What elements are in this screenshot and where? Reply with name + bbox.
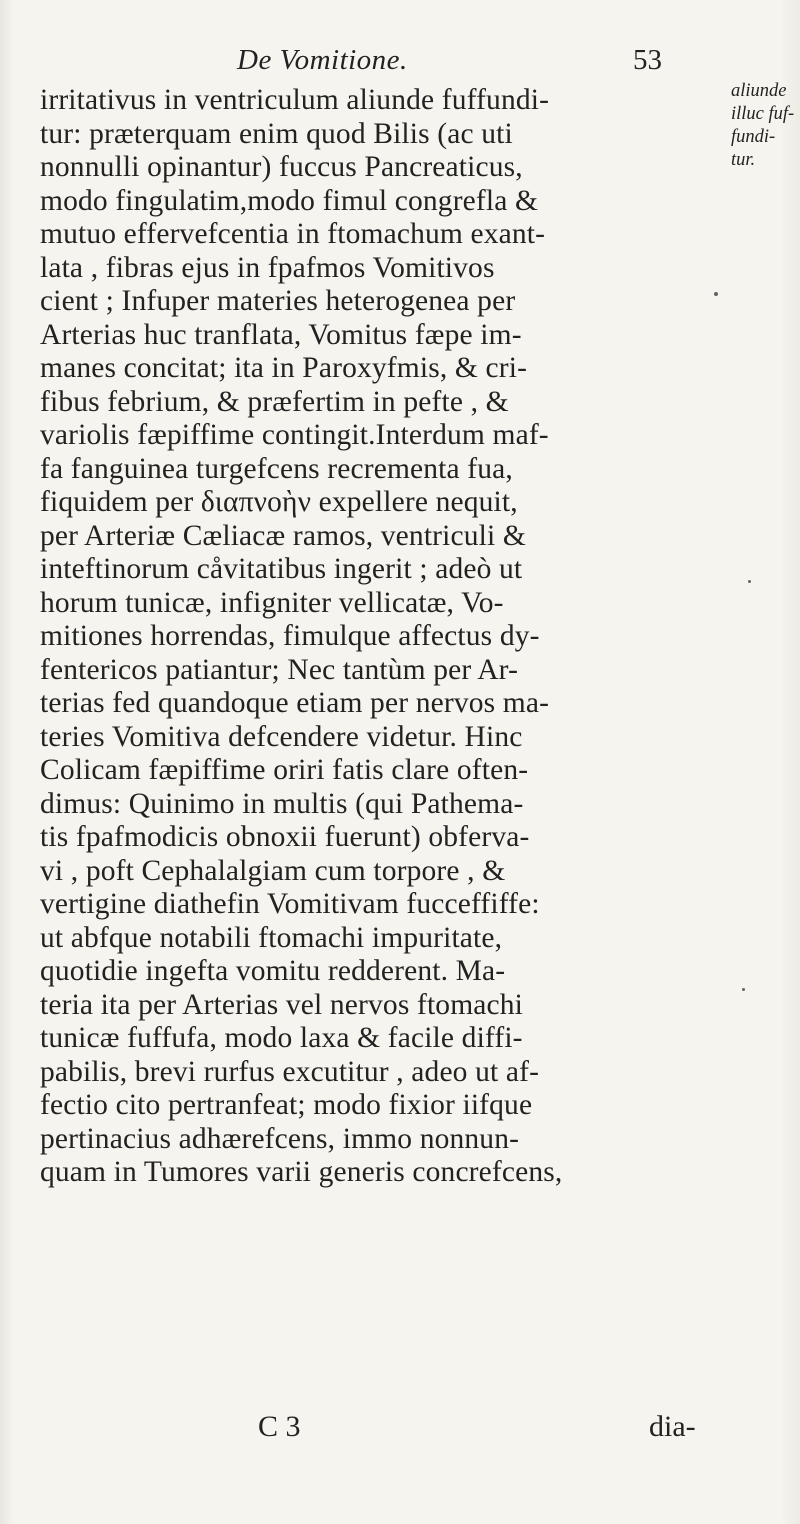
ink-speck [714,292,718,296]
page-number: 53 [633,44,662,76]
marginal-note-line: tur. [731,150,756,170]
text-line: fibus febrium, & præfertim in pefte , & [40,385,509,418]
marginal-note-line: illuc fuf- [731,104,795,124]
text-line: fectio cito pertranfeat; modo fixior iifque [40,1089,533,1121]
text-line: fentericos patiantur; Nec tantùm per Ar- [40,653,519,686]
text-line: fa fanguinea turgefcens recrementa fua, [40,452,513,485]
text-line: inteftinorum cåvitatibus ingerit ; adeò ut [40,553,523,585]
text-line: manes concitat; ita in Paroxyfmis, & cri- [40,352,528,384]
text-line: quotidie ingefta vomitu redderent. Ma- [40,955,506,987]
text-line: cient ; Infuper materies heterogenea per [40,285,516,317]
text-line: nonnulli opinantur) fuccus Pancreaticus, [40,151,523,183]
running-title: De Vomitione. [237,44,408,76]
text-line: ut abfque notabili ftomachi impuritate, [40,921,503,954]
signature-mark: C 3 [258,1410,301,1443]
text-line: Colicam fæpiffime oriri fatis clare often- [40,754,529,786]
text-line: tur: præterquam enim quod Bilis (ac uti [40,117,513,150]
text-line: modo fingulatim,modo fimul congrefla & [40,184,539,217]
text-line: mitiones horrendas, fimulque affectus dy- [40,620,540,652]
text-line: pertinacius adhærefcens, immo nonnun- [40,1122,520,1155]
text-line: tunicæ fuffufa, modo laxa & facile diffi- [40,1022,523,1054]
text-line: teria ita per Arterias vel nervos ftomachi [40,988,524,1021]
text-line: quam in Tumores varii generis concrefcens, [40,1156,563,1188]
catchword: dia- [649,1410,696,1443]
text-line: terias fed quandoque etiam per nervos ma- [40,687,550,719]
page-footer [0,1410,800,1450]
page-header [0,42,800,86]
text-line: vi , poft Cephalalgiam cum torpore , & [40,854,506,887]
text-line: Arterias huc tranflata, Vomitus fæpe im- [40,318,522,351]
body-text [40,84,730,1190]
text-line: mutuo effervefcentia in ftomachum exant- [40,218,546,250]
text-line: vertigine diathefin Vomitivam fucceffiffe: [40,888,540,920]
ink-speck [748,580,751,583]
ink-speck [742,988,745,991]
marginal-note [731,80,796,172]
text-line: tis fpafmodicis obnoxii fuerunt) obferva- [40,821,530,853]
text-line: irritativus in ventriculum aliunde fuffundi- [40,84,550,116]
text-line: teries Vomitiva defcendere videtur. Hinc [40,720,523,753]
text-line: fiquidem per διαπνοὴν expellere nequit, [40,486,518,518]
text-line: variolis fæpiffime contingit.Interdum maf- [40,419,549,451]
text-line: pabilis, brevi rurfus excutitur , adeo ut af- [40,1055,540,1088]
marginal-note-line: fundi- [731,127,776,147]
text-line: horum tunicæ, infigniter vellicatæ, Vo- [40,586,504,619]
text-line: per Arteriæ Cæliacæ ramos, ventriculi & [40,519,526,552]
marginal-note-line: aliunde [731,81,787,101]
text-line: lata , fibras ejus in fpafmos Vomitivos [40,251,495,284]
text-line: dimus: Quinimo in multis (qui Pathema- [40,787,524,820]
